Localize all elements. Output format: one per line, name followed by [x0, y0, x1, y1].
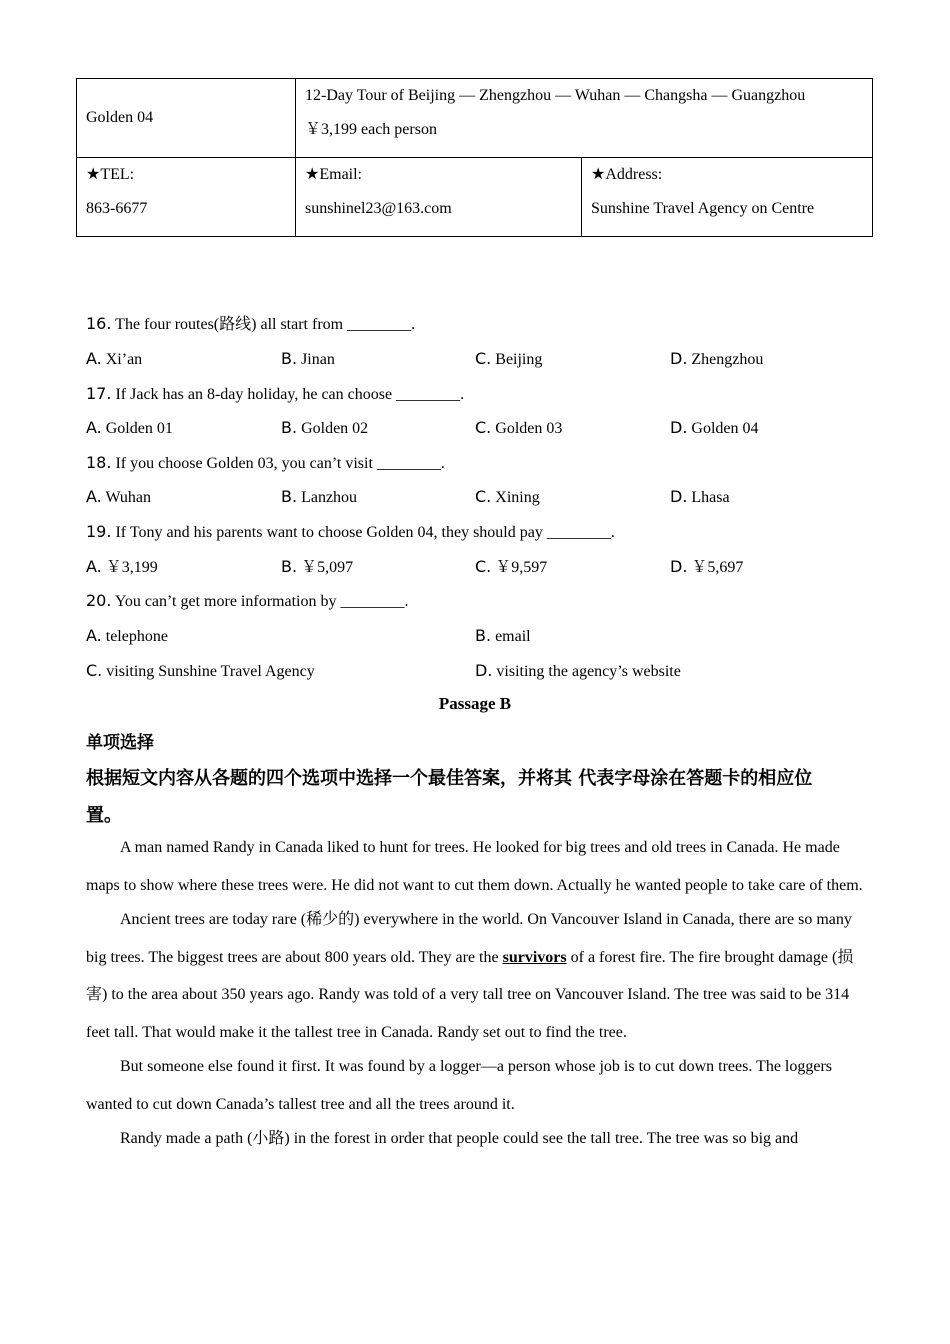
instruction-line-2: 置。 — [86, 805, 122, 826]
option-17-b[interactable]: B. Golden 02 — [281, 418, 369, 437]
option-20-a[interactable]: A. telephone — [86, 626, 168, 645]
route-description: 12-Day Tour of Beijing — Zhengzhou — Wuhan — Changsha — Guangzhou — [305, 87, 806, 104]
option-17-d[interactable]: D. Golden 04 — [670, 418, 759, 437]
question-number: 19. — [86, 522, 112, 541]
tel-value: 863-6677 — [86, 200, 148, 217]
paragraph-2: Ancient trees are today rare (稀少的) everywhere in the world. On Vancouver Island in Canada, there are so many big trees. The biggest trees are about 800 years old. They are the survivors of a forest fire. The fire brought damage (损害) to the area about 350 years ago. Randy was told of a very tall tree on Vancouver Island. The tree was said to be 314 feet tall. That would make it the tallest tree in Canada. Randy set out to find the tree. — [86, 911, 854, 1041]
option-18-a[interactable]: A. Wuhan — [86, 487, 152, 506]
option-20-d[interactable]: D. visiting the agency’s website — [475, 661, 681, 680]
option-18-d[interactable]: D. Lhasa — [670, 487, 730, 506]
option-20-c[interactable]: C. visiting Sunshine Travel Agency — [86, 661, 315, 680]
paragraph-1: A man named Randy in Canada liked to hunt for trees. He looked for big trees and old trees in Canada. He made maps to show where these trees were. He did not want to cut them down. Actually he wanted people to take care of them. — [86, 839, 863, 894]
route-info-table — [76, 78, 873, 237]
question-text: The four routes(路线) all start from ________. — [115, 316, 416, 333]
option-16-a[interactable]: A. Xi’an — [86, 349, 143, 368]
tel-label: ★TEL: — [86, 166, 135, 183]
passage-title: Passage B — [438, 694, 512, 713]
question-16 — [86, 312, 415, 337]
option-16-c[interactable]: C. Beijing — [475, 349, 543, 368]
question-number: 18. — [86, 453, 112, 472]
address-value: Sunshine Travel Agency on Centre — [591, 200, 815, 217]
underlined-word: survivors — [502, 948, 567, 966]
option-19-c[interactable]: C. ￥9,597 — [475, 557, 548, 576]
question-18 — [86, 451, 445, 476]
question-20 — [86, 589, 408, 614]
passage-body — [86, 829, 866, 1158]
route-name: Golden 04 — [86, 109, 154, 126]
question-text: If Jack has an 8-day holiday, he can choose ________. — [115, 386, 465, 403]
paragraph-3: But someone else found it first. It was found by a logger—a person whose job is to cut down trees. The loggers wanted to cut down Canada’s tallest tree and all the trees around it. — [86, 1058, 833, 1113]
address-cell — [582, 158, 873, 237]
route-detail-cell — [296, 79, 873, 158]
question-number: 20. — [86, 591, 112, 610]
option-18-b[interactable]: B. Lanzhou — [281, 487, 358, 506]
question-text: If Tony and his parents want to choose Golden 04, they should pay ________. — [115, 524, 615, 541]
paragraph-4: Randy made a path (小路) in the forest in order that people could see the tall tree. The tree was so big and — [120, 1130, 799, 1147]
tel-cell — [77, 158, 296, 237]
option-20-b[interactable]: B. email — [475, 626, 531, 645]
option-18-c[interactable]: C. Xining — [475, 487, 540, 506]
option-16-b[interactable]: B. Jinan — [281, 349, 335, 368]
address-label: ★Address: — [591, 166, 663, 183]
question-number: 17. — [86, 384, 112, 403]
route-name-cell — [77, 79, 296, 158]
email-cell — [296, 158, 582, 237]
question-text: You can’t get more information by ________. — [114, 593, 409, 610]
email-label: ★Email: — [305, 166, 362, 183]
option-19-d[interactable]: D. ￥5,697 — [670, 557, 744, 576]
instruction-line-1: 根据短文内容从各题的四个选项中选择一个最佳答案，并将其 代表字母涂在答题卡的相应位 — [86, 768, 813, 789]
email-value: sunshinel23@163.com — [305, 200, 452, 217]
option-16-d[interactable]: D. Zhengzhou — [670, 349, 764, 368]
option-19-b[interactable]: B. ￥5,097 — [281, 557, 354, 576]
question-number: 16. — [86, 314, 112, 333]
route-price: ￥3,199 each person — [305, 121, 437, 138]
option-19-a[interactable]: A. ￥3,199 — [86, 557, 158, 576]
question-19 — [86, 520, 615, 545]
question-17 — [86, 382, 464, 407]
section-heading: 单项选择 — [86, 733, 154, 753]
option-17-c[interactable]: C. Golden 03 — [475, 418, 563, 437]
question-text: If you choose Golden 03, you can’t visit ________. — [115, 455, 445, 472]
option-17-a[interactable]: A. Golden 01 — [86, 418, 173, 437]
